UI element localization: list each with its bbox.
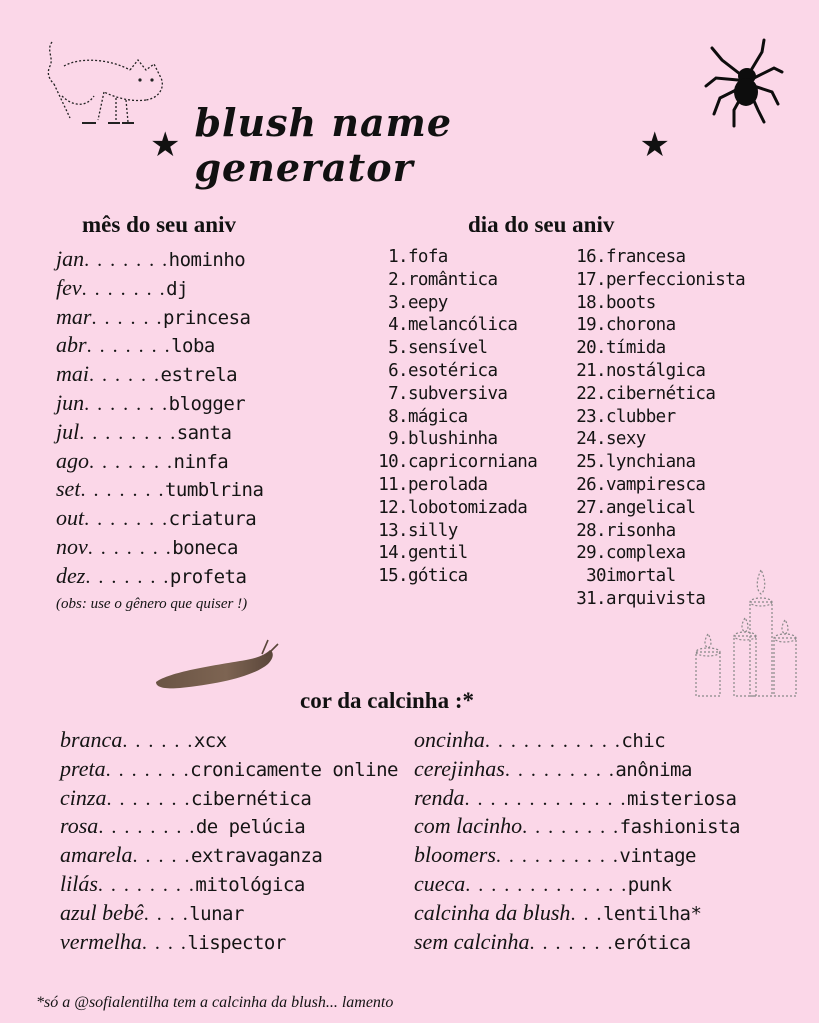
day-row <box>374 293 574 316</box>
panty-left-row <box>60 813 400 842</box>
day-number: 8. <box>388 406 408 427</box>
panty-left-dots: . . . . . . <box>122 730 194 752</box>
panty-right-key: sem calcinha <box>414 928 530 954</box>
panty-right-dots: . . . <box>570 902 603 925</box>
month-dots: . . . . . . <box>89 364 161 387</box>
day-number: 26. <box>576 474 606 495</box>
panty-right-value: punk <box>627 873 672 896</box>
month-key: dez <box>56 562 86 588</box>
slug-icon <box>150 638 282 694</box>
day-row <box>374 429 574 452</box>
month-dots: . . . . . . . <box>81 277 167 300</box>
day-number: 12. <box>378 497 408 518</box>
candles-icon <box>690 566 800 698</box>
panty-left-dots: . . . . . . . . <box>98 816 196 839</box>
panty-left-key: azul bebê <box>60 899 144 925</box>
day-row <box>374 452 574 475</box>
month-value: criatura <box>168 508 257 531</box>
panty-left-key: preta <box>60 755 106 781</box>
day-value: risonha <box>606 520 676 541</box>
spider-icon <box>704 38 784 128</box>
panty-right-key: com lacinho <box>414 813 523 839</box>
day-row <box>374 407 574 430</box>
panty-right-dots: . . . . . . . . . <box>504 758 616 781</box>
month-key: jun <box>56 389 85 415</box>
panty-right-dots: . . . . . . . <box>529 931 614 954</box>
panty-right-row <box>414 727 774 756</box>
day-number: 22. <box>576 383 606 404</box>
month-dots: . . . . . . . <box>87 536 173 559</box>
day-row <box>374 247 574 270</box>
day-row <box>374 475 574 498</box>
panty-right-row <box>414 929 774 958</box>
month-note: (obs: use o gênero que quiser !) <box>56 596 248 612</box>
day-row <box>572 338 772 361</box>
day-number: 20. <box>576 338 606 359</box>
month-row <box>56 448 356 477</box>
panty-left-value: lunar <box>189 902 244 925</box>
day-value: imortal <box>606 566 676 587</box>
panty-list-left <box>60 727 400 957</box>
panty-right-key: oncinha <box>414 727 485 752</box>
day-value: blushinha <box>408 429 498 450</box>
page-title: blush name generator <box>194 100 453 190</box>
day-row <box>374 543 574 566</box>
month-row <box>56 275 356 304</box>
panty-right-dots: . . . . . . . . . . . . . <box>465 873 628 896</box>
month-value: loba <box>171 335 215 358</box>
month-heading: mês do seu aniv <box>82 212 236 237</box>
panty-left-dots: . . . . <box>141 931 188 954</box>
month-value: boneca <box>172 536 238 559</box>
panty-right-value: chic <box>621 730 666 752</box>
day-number: 7. <box>388 383 408 404</box>
month-key: abr <box>56 332 87 358</box>
panty-right-key: cueca <box>414 870 466 896</box>
month-value: santa <box>176 421 232 444</box>
day-value: sensível <box>408 338 488 359</box>
day-number: 2. <box>388 269 408 290</box>
day-value: melancólica <box>408 315 518 336</box>
panty-left-value: de pelúcia <box>195 816 306 839</box>
month-dots: . . . . . . . <box>84 392 169 415</box>
panty-left-row <box>60 929 400 958</box>
month-dots: . . . . . . <box>91 306 163 329</box>
month-value: princesa <box>162 306 251 329</box>
panty-left-row <box>60 727 400 756</box>
panty-right-value: lentilha* <box>602 902 702 925</box>
day-list-1-15 <box>374 247 574 589</box>
month-dots: . . . . . . . <box>84 508 169 531</box>
panty-left-key: lilás <box>60 870 98 896</box>
day-value: vampiresca <box>606 474 706 495</box>
panty-left-key: amarela <box>60 842 133 868</box>
panty-right-row <box>414 813 774 842</box>
day-value: chorona <box>606 315 676 336</box>
day-row <box>572 315 772 338</box>
day-value: eepy <box>408 292 448 313</box>
month-key: nov <box>56 533 88 559</box>
day-row <box>572 384 772 407</box>
day-value: arquivista <box>606 588 706 609</box>
month-value: dj <box>166 277 189 300</box>
day-row <box>374 338 574 361</box>
day-row <box>572 361 772 384</box>
day-row <box>572 543 772 566</box>
month-dots: . . . . . . . . <box>79 421 177 444</box>
month-key: set <box>56 476 81 502</box>
day-number: 21. <box>576 360 606 381</box>
day-number: 15. <box>378 566 408 587</box>
day-number: 29. <box>576 543 606 564</box>
month-dots: . . . . . . . <box>89 450 174 473</box>
day-number: 3. <box>388 292 408 313</box>
day-number: 5. <box>388 338 408 359</box>
month-dots: . . . . . . . <box>80 479 165 502</box>
day-value: silly <box>408 520 458 541</box>
panty-left-row <box>60 900 400 929</box>
month-row <box>56 304 356 333</box>
month-value: tumblrina <box>164 479 264 502</box>
panty-right-row <box>414 871 774 900</box>
panty-right-dots: . . . . . . . . . . <box>495 845 620 868</box>
panty-left-row <box>60 842 400 871</box>
day-number: 17. <box>576 269 606 290</box>
panty-right-key: renda <box>414 784 465 810</box>
panty-left-dots: . . . . <box>143 902 190 925</box>
panty-right-key: bloomers <box>414 842 496 868</box>
month-row <box>56 563 356 592</box>
month-key: jul <box>56 418 80 444</box>
day-value: capricorniana <box>408 452 538 473</box>
month-dots: . . . . . . . <box>85 565 170 588</box>
panty-right-value: vintage <box>619 845 696 868</box>
day-number: 27. <box>576 497 606 518</box>
day-value: clubber <box>606 406 676 427</box>
day-value: francesa <box>606 247 686 267</box>
day-row <box>572 293 772 316</box>
day-row <box>572 475 772 498</box>
month-value: hominho <box>168 249 246 271</box>
day-row <box>374 521 574 544</box>
day-row <box>572 521 772 544</box>
footer-note: *só a @sofialentilha tem a calcinha da blush... lamento <box>36 994 394 1011</box>
panty-heading: cor da calcinha :* <box>300 688 474 713</box>
month-row <box>56 246 356 275</box>
day-number: 30 <box>586 566 606 587</box>
panty-right-value: misteriosa <box>627 787 737 810</box>
panty-right-key: cerejinhas <box>414 755 505 781</box>
panty-left-value: cronicamente online <box>190 758 398 781</box>
day-value: complexa <box>606 543 686 564</box>
day-value: subversiva <box>408 383 508 404</box>
star-left-icon: ★ <box>150 125 181 165</box>
day-heading: dia do seu aniv <box>468 212 615 237</box>
day-number: 13. <box>378 520 408 541</box>
day-row <box>374 498 574 521</box>
month-row <box>56 505 356 534</box>
day-number: 19. <box>576 315 606 336</box>
month-row <box>56 419 356 448</box>
day-row <box>374 315 574 338</box>
panty-left-value: extravaganza <box>191 845 323 868</box>
panty-left-row <box>60 871 400 900</box>
month-row <box>56 361 356 390</box>
panty-right-value: fashionista <box>619 816 740 839</box>
day-number: 14. <box>378 543 408 564</box>
day-list-16-31 <box>572 247 772 612</box>
day-number: 23. <box>576 406 606 427</box>
day-row <box>572 429 772 452</box>
day-value: boots <box>606 292 656 313</box>
day-value: cibernética <box>606 383 716 404</box>
panty-left-key: rosa <box>60 813 99 839</box>
day-value: nostálgica <box>606 360 706 381</box>
panty-right-dots: . . . . . . . . . . . <box>484 730 622 752</box>
month-row <box>56 534 356 563</box>
panty-right-row <box>414 785 774 814</box>
day-value: angelical <box>606 497 696 518</box>
month-key: fev <box>56 274 82 300</box>
day-number: 24. <box>576 429 606 450</box>
panty-right-row <box>414 842 774 871</box>
star-right-icon: ★ <box>639 125 670 165</box>
day-number: 1. <box>388 247 408 267</box>
panty-left-value: mitológica <box>195 873 305 896</box>
panty-right-dots: . . . . . . . . <box>522 816 620 839</box>
month-dots: . . . . . . . <box>84 249 169 271</box>
month-value: blogger <box>168 392 246 415</box>
day-value: perolada <box>408 474 488 495</box>
day-number: 4. <box>388 315 408 336</box>
month-row <box>56 476 356 505</box>
day-value: lynchiana <box>606 452 696 473</box>
panty-left-dots: . . . . . . . <box>105 758 191 781</box>
day-value: gótica <box>408 566 468 587</box>
month-value: ninfa <box>173 450 229 473</box>
month-key: mai <box>56 361 89 387</box>
day-value: esotérica <box>408 360 498 381</box>
panty-left-row <box>60 785 400 814</box>
month-value: profeta <box>169 565 247 588</box>
day-row <box>572 270 772 293</box>
day-number: 25. <box>576 452 606 473</box>
panty-left-value: cibernética <box>190 787 312 810</box>
day-row <box>572 498 772 521</box>
month-key: ago <box>56 447 89 473</box>
month-list <box>56 246 356 592</box>
day-value: sexy <box>606 429 646 450</box>
panty-left-key: vermelha <box>60 928 142 954</box>
day-row <box>572 247 772 270</box>
day-number: 9. <box>388 429 408 450</box>
month-row <box>56 390 356 419</box>
day-row <box>374 566 574 589</box>
day-number: 6. <box>388 360 408 381</box>
month-key: jan <box>56 246 85 271</box>
month-key: mar <box>56 303 92 329</box>
month-value: estrela <box>160 364 238 387</box>
panty-left-key: branca <box>60 727 123 752</box>
panty-left-dots: . . . . . . . <box>106 787 191 810</box>
day-value: mágica <box>408 406 468 427</box>
day-number: 10. <box>378 452 408 473</box>
month-dots: . . . . . . . <box>86 335 172 358</box>
panty-left-key: cinza <box>60 784 107 810</box>
panty-list-right <box>414 727 774 957</box>
day-value: lobotomizada <box>408 497 528 518</box>
day-row <box>374 384 574 407</box>
panty-left-value: xcx <box>193 730 227 752</box>
day-value: gentil <box>408 543 468 564</box>
day-row <box>572 452 772 475</box>
panty-right-row <box>414 756 774 785</box>
day-number: 18. <box>576 292 606 313</box>
panty-left-dots: . . . . . <box>132 845 192 868</box>
day-number: 31. <box>576 588 606 609</box>
panty-right-value: anônima <box>615 758 692 781</box>
panty-right-value: erótica <box>613 931 691 954</box>
day-value: romântica <box>408 269 498 290</box>
month-row <box>56 332 356 361</box>
panty-left-dots: . . . . . . . . <box>97 873 196 896</box>
day-row <box>374 361 574 384</box>
day-number: 16. <box>576 247 606 267</box>
day-value: perfeccionista <box>606 269 746 290</box>
day-value: tímida <box>606 338 666 359</box>
day-row <box>572 407 772 430</box>
ascii-cat-icon <box>42 36 172 131</box>
panty-right-key: calcinha da blush <box>414 899 571 925</box>
title-bar <box>150 100 670 190</box>
month-key: out <box>56 505 85 531</box>
panty-left-value: lispector <box>187 931 286 954</box>
day-row <box>374 270 574 293</box>
day-number: 11. <box>378 474 408 495</box>
panty-right-row <box>414 900 774 929</box>
panty-left-row <box>60 756 400 785</box>
day-number: 28. <box>576 520 606 541</box>
panty-right-dots: . . . . . . . . . . . . . <box>464 787 628 810</box>
day-value: fofa <box>408 247 448 267</box>
